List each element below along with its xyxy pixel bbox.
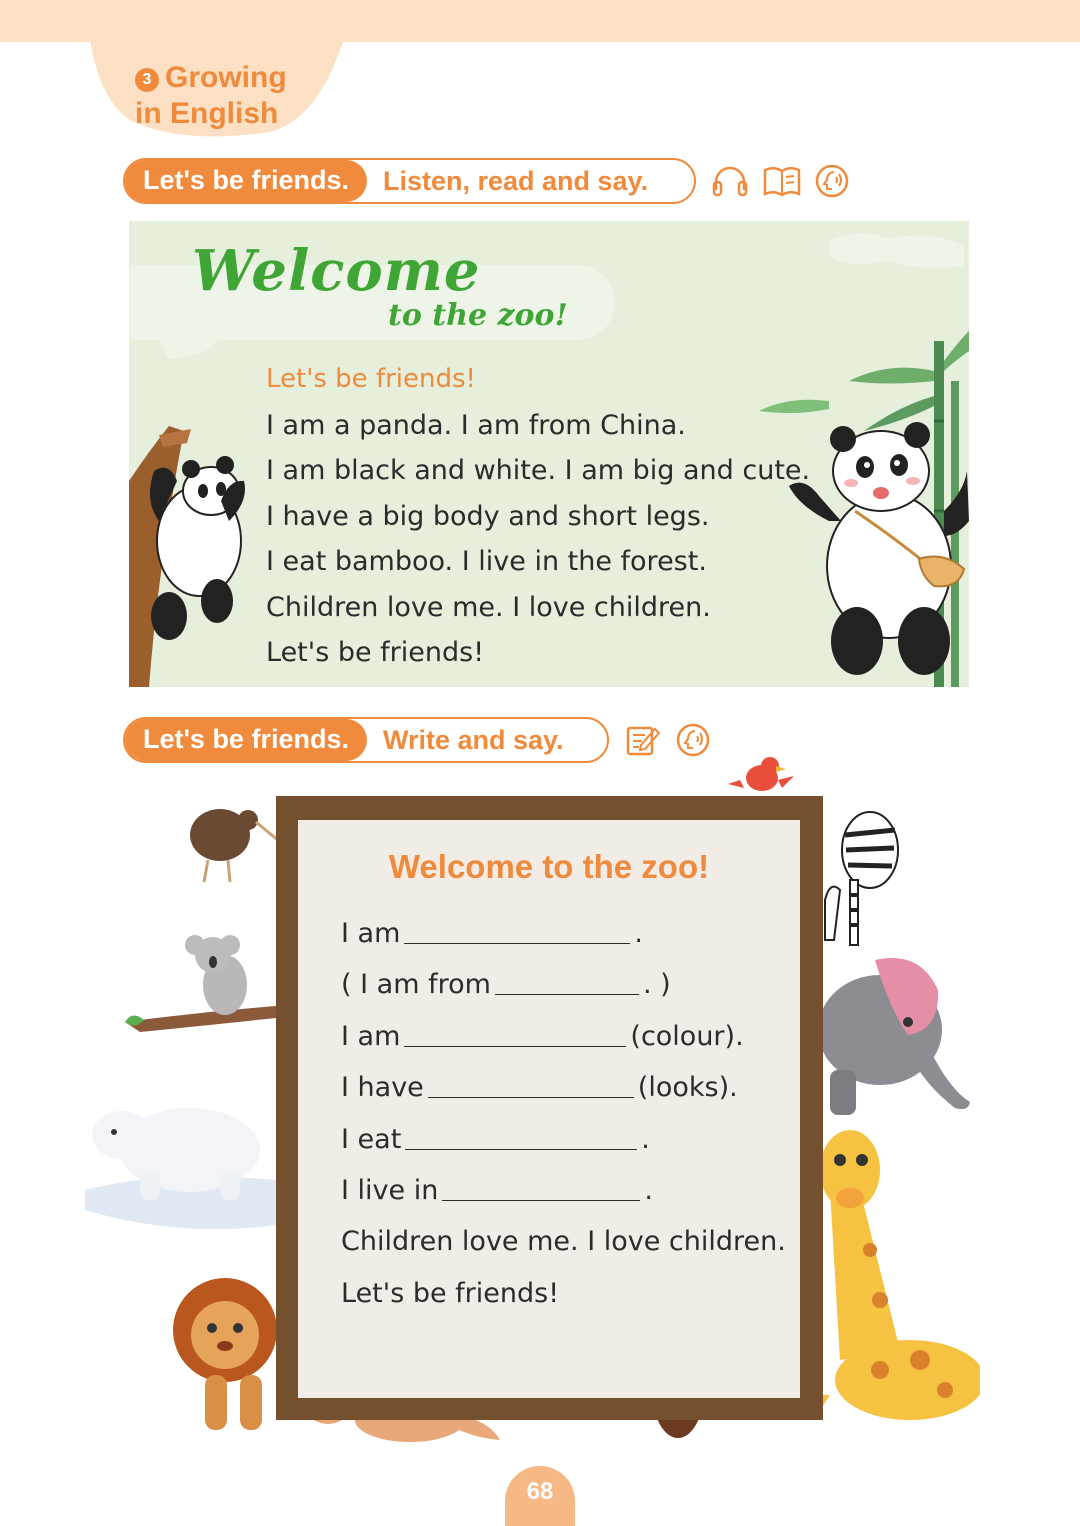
fill-row-suffix: (colour). <box>630 1021 744 1052</box>
worksheet-title: Welcome to the zoo! <box>388 848 710 885</box>
fill-row <box>341 1124 650 1155</box>
section1-instruction: Listen, read and say. <box>382 165 649 196</box>
fill-row-label: I eat <box>341 1124 402 1155</box>
fill-row <box>341 969 671 1000</box>
blank-line[interactable] <box>428 1074 634 1098</box>
closing-line: Let's be friends! <box>341 1278 560 1309</box>
fill-row <box>341 1175 653 1206</box>
unit-title <box>135 60 287 132</box>
lion-illustration <box>173 1278 277 1430</box>
section2-instruction: Write and say. <box>382 724 564 755</box>
fill-row-label: ( I am from <box>341 969 491 1000</box>
elephant-illustration <box>818 958 970 1115</box>
poem-line: Children love me. I love children. <box>266 592 711 623</box>
poem-line: I eat bamboo. I live in the forest. <box>266 546 707 577</box>
fill-row-suffix: (looks). <box>637 1072 738 1103</box>
fill-row-label: I live in <box>341 1175 439 1206</box>
fill-row-label: I am <box>341 1021 401 1052</box>
bird-illustration <box>728 757 794 791</box>
welcome-subheading: to the zoo! <box>388 298 568 333</box>
fill-row <box>341 1072 738 1103</box>
fill-row-suffix: . <box>641 1124 650 1155</box>
poem-line: Let's be friends! <box>266 637 485 668</box>
headphones-icon <box>711 164 749 198</box>
welcome-heading: Welcome <box>192 238 481 304</box>
fill-row <box>341 1021 744 1052</box>
fill-row <box>341 918 643 949</box>
blank-line[interactable] <box>442 1177 640 1201</box>
section2-tag: Let's be friends. <box>125 719 367 761</box>
fill-row-suffix: . <box>644 1175 653 1206</box>
unit-number: 3 <box>135 68 159 92</box>
closing-line: Children love me. I love children. <box>341 1226 786 1257</box>
page-number: 68 <box>526 1478 554 1505</box>
blank-line[interactable] <box>495 971 639 995</box>
unit-title-line1: Growing <box>165 61 287 94</box>
section1-tag: Let's be friends. <box>125 160 367 202</box>
poem-line: I am black and white. I am big and cute. <box>266 455 811 486</box>
fill-row-suffix: . ) <box>642 969 671 1000</box>
speak-icon <box>815 164 849 198</box>
book-icon <box>762 164 802 198</box>
poem-line: I am a panda. I am from China. <box>266 410 686 441</box>
blank-line[interactable] <box>404 920 630 944</box>
blank-line[interactable] <box>404 1023 626 1047</box>
koala-illustration <box>125 935 276 1032</box>
worksheet-board <box>298 820 800 1398</box>
section1-header <box>123 158 696 204</box>
fill-row-suffix: . <box>634 918 643 949</box>
polar-bear-illustration <box>85 1108 276 1229</box>
poem-line: I have a big body and short legs. <box>266 501 710 532</box>
blank-line[interactable] <box>405 1126 637 1150</box>
zebra-illustration <box>825 812 898 945</box>
fill-row-label: I am <box>341 918 401 949</box>
poem-subtitle: Let's be friends! <box>266 364 476 394</box>
unit-title-line2: in English <box>135 97 279 130</box>
fill-row-label: I have <box>341 1072 424 1103</box>
